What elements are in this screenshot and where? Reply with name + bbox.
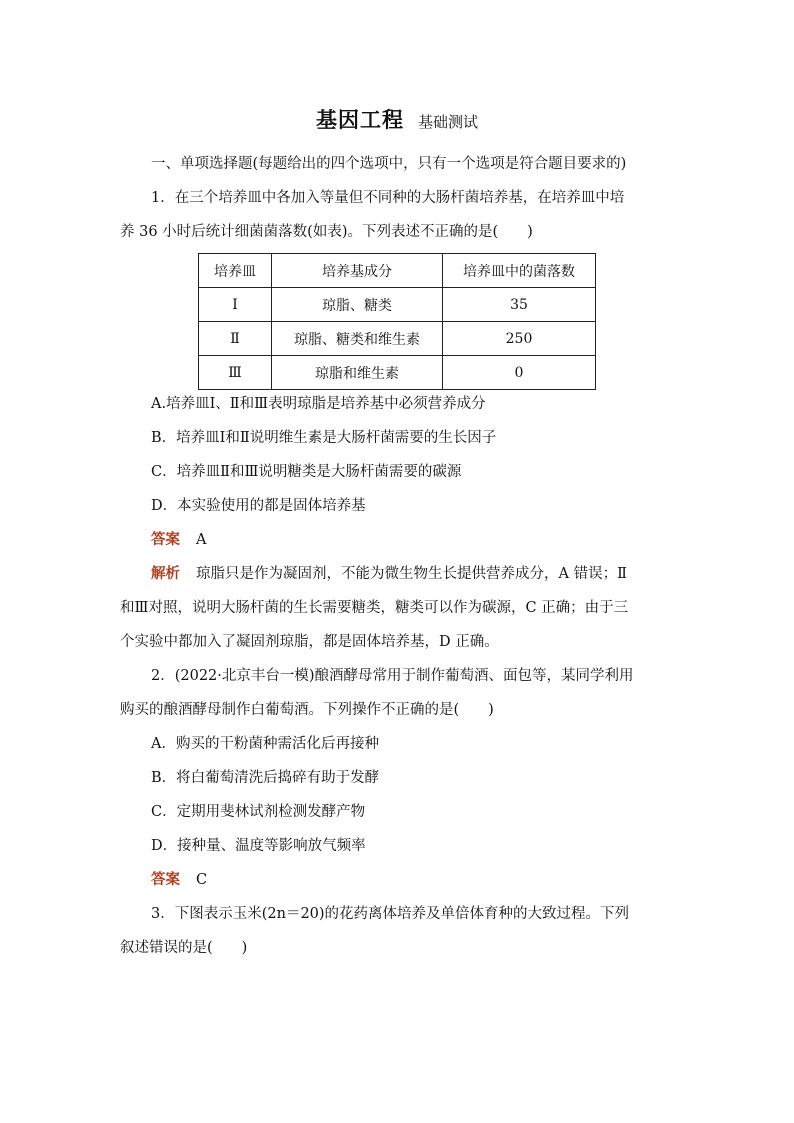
q1-analysis-line3: 个实验中都加入了凝固剂琼脂，都是固体培养基，D 正确。 [120, 634, 499, 650]
page-title [0, 104, 794, 134]
title-sub: 基础测试 [417, 113, 478, 131]
answer-label: 答案 [151, 531, 180, 548]
q1-option-a: A.培养皿Ⅰ、Ⅱ和Ⅲ表明琼脂是培养基中必须营养成分 [151, 396, 486, 412]
table-row [199, 288, 596, 322]
table-cell: Ⅰ [199, 288, 272, 322]
q2-option-a: A．购买的干粉菌种需活化后再接种 [151, 736, 379, 752]
table-cell: 琼脂、糖类 [272, 288, 443, 322]
table-header-cell: 培养皿 [199, 254, 272, 288]
table-header-cell: 培养基成分 [272, 254, 443, 288]
q1-option-b: B．培养皿Ⅰ和Ⅱ说明维生素是大肠杆菌需要的生长因子 [151, 430, 497, 446]
q2-option-d: D．接种量、温度等影响放气频率 [151, 838, 366, 854]
q2-answer [151, 870, 681, 890]
q2-stem-line2: 购买的酿酒酵母制作白葡萄酒。下列操作不正确的是( ) [120, 702, 494, 718]
table-cell: 250 [443, 322, 596, 356]
table-row [199, 356, 596, 390]
title-main: 基因工程 [315, 107, 404, 132]
analysis-label: 解析 [151, 565, 180, 582]
q2-option-b: B．将白葡萄清洗后捣碎有助于发酵 [151, 770, 380, 786]
table-cell: 琼脂和维生素 [272, 356, 443, 390]
q2-stem-line1: 2．(2022·北京丰台一模)酿酒酵母常用于制作葡萄酒、面包等，某同学利用 [151, 668, 634, 684]
q1-stem-line2: 养 36 小时后统计细菌菌落数(如表)。下列表述不正确的是( ) [120, 224, 533, 240]
section-heading: 一、单项选择题(每题给出的四个选项中，只有一个选项是符合题目要求的) [151, 156, 627, 172]
table-cell: 琼脂、糖类和维生素 [272, 322, 443, 356]
q1-option-c: C．培养皿Ⅱ和Ⅲ说明糖类是大肠杆菌需要的碳源 [151, 464, 462, 480]
q2-option-c: C．定期用斐林试剂检测发酵产物 [151, 804, 366, 820]
answer-label: 答案 [151, 871, 180, 888]
analysis-text: 琼脂只是作为凝固剂，不能为微生物生长提供营养成分，A 错误；Ⅱ [196, 566, 627, 582]
table-header-cell: 培养皿中的菌落数 [443, 254, 596, 288]
table-cell: Ⅲ [199, 356, 272, 390]
answer-value: A [196, 532, 207, 548]
q1-answer [151, 530, 681, 550]
q1-table [198, 253, 596, 390]
q1-analysis-line1 [151, 564, 681, 584]
q1-stem-line1: 1．在三个培养皿中各加入等量但不同种的大肠杆菌培养基，在培养皿中培 [151, 190, 625, 206]
q1-analysis-line2: 和Ⅲ对照，说明大肠杆菌的生长需要糖类，糖类可以作为碳源，C 正确；由于三 [120, 600, 629, 616]
table-cell: 0 [443, 356, 596, 390]
q3-stem-line1: 3．下图表示玉米(2n＝20)的花药离体培养及单倍体育种的大致过程。下列 [151, 906, 630, 922]
q1-option-d: D．本实验使用的都是固体培养基 [151, 498, 366, 514]
table-cell: Ⅱ [199, 322, 272, 356]
table-row [199, 322, 596, 356]
table-header-row [199, 254, 596, 288]
q3-stem-line2: 叙述错误的是( ) [120, 940, 248, 956]
table-cell: 35 [443, 288, 596, 322]
answer-value: C [196, 872, 208, 888]
